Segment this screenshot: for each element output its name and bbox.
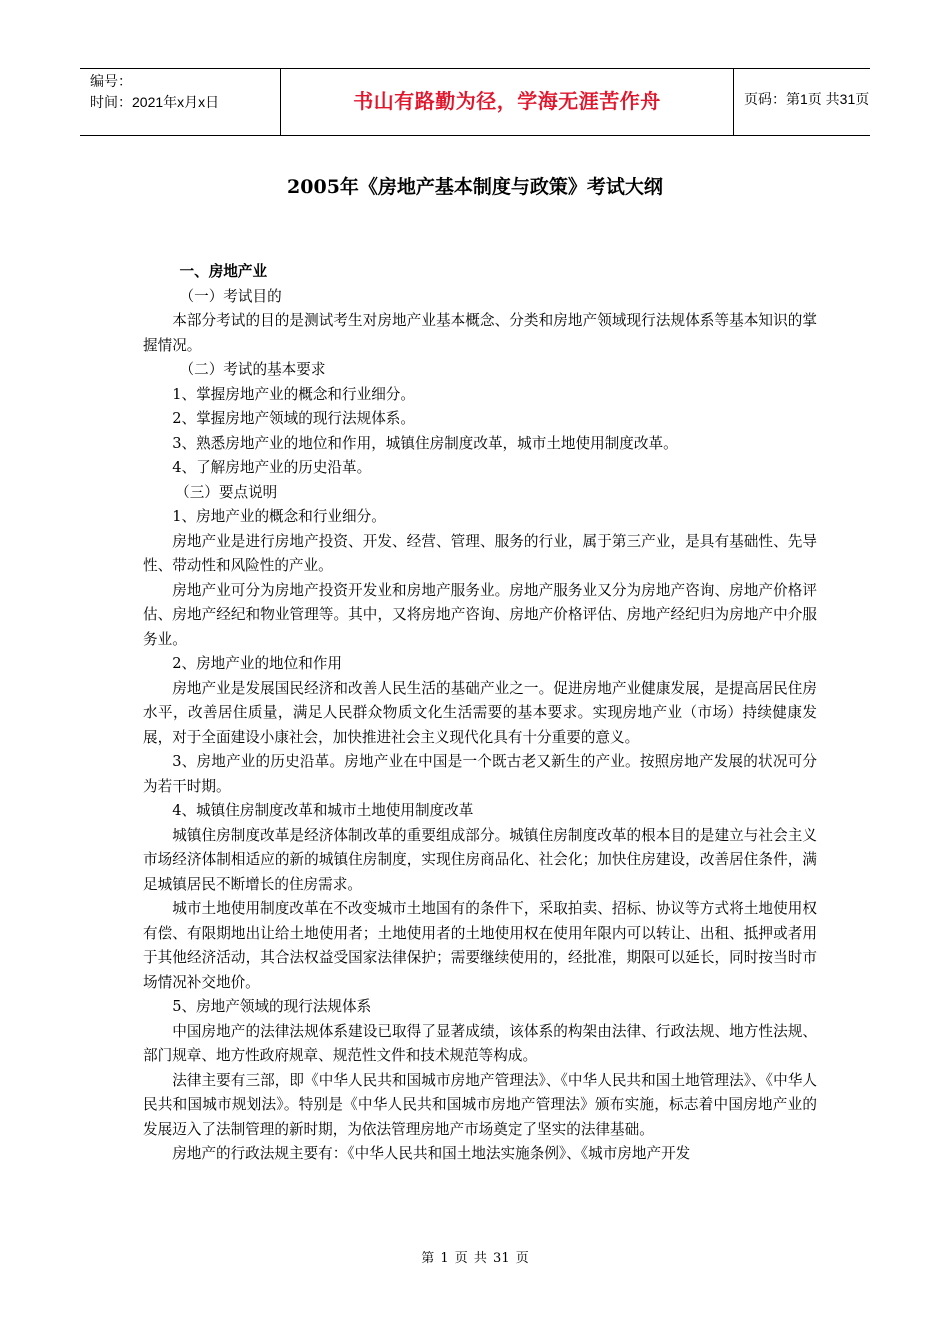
body-paragraph: 城镇住房制度改革是经济体制改革的重要组成部分。城镇住房制度改革的根本目的是建立与社会主义市场经济体制相适应的新的城镇住房制度，实现住房商品化、社会化；加快住房建设，改善居住条件，满足城镇居民不断增长的住房需求。 (143, 826, 817, 893)
page-header (80, 68, 870, 136)
header-page-info: 页码：第1页 共31页 (744, 91, 870, 107)
body-paragraph: 城市土地使用制度改革在不改变城市土地国有的条件下，采取拍卖、招标、协议等方式将土地使用权有偿、有限期地出让给土地使用者；土地使用者的土地使用权在使用年限内可以转让、出租、抵押或者用于其他经济活动，其合法权益受国家法律保护；需要继续使用的，经批准，期限可以延长，同时按当时市场情况补交地价。 (143, 900, 817, 991)
list-item: 4、了解房地产业的历史沿革。 (172, 459, 372, 476)
body-paragraph: 房地产业是发展国民经济和改善人民生活的基础产业之一。促进房地产业健康发展，是提高居民住房水平，改善居住质量，满足人民群众物质文化生活需要的基本要求。实现房地产业（市场）持续健康发展，对于全面建设小康社会，加快推进社会主义现代化具有十分重要的意义。 (143, 679, 817, 746)
body-paragraph: 房地产业可分为房地产投资开发业和房地产服务业。房地产服务业又分为房地产咨询、房地产价格评估、房地产经纪和物业管理等。其中，又将房地产咨询、房地产价格评估、房地产经纪归为房地产中介服务业。 (143, 581, 817, 648)
subsection-heading: （三）要点说明 (175, 483, 278, 501)
subsection-heading: （二）考试的基本要求 (179, 361, 326, 378)
body-paragraph: 房地产业是进行房地产投资、开发、经营、管理、服务的行业，属于第三产业，是具有基础性、先导性、带动性和风险性的产业。 (143, 532, 817, 574)
page-footer: 第 1 页 共 31 页 (421, 1251, 529, 1266)
list-item: 2、掌握房地产领域的现行法规体系。 (172, 410, 415, 427)
point-heading: 2、房地产业的地位和作用 (172, 655, 343, 672)
list-item: 1、掌握房地产业的概念和行业细分。 (172, 385, 415, 403)
point-heading: 5、房地产领域的现行法规体系 (172, 998, 372, 1015)
document-number-label: 编号： (90, 73, 132, 89)
body-paragraph: 房地产的行政法规主要有：《中华人民共和国土地法实施条例》、《城市房地产开发 (172, 1145, 691, 1162)
document-body (143, 260, 817, 1167)
subsection-heading: （一）考试目的 (179, 287, 282, 305)
point-heading: 4、城镇住房制度改革和城市土地使用制度改革 (172, 802, 474, 819)
body-paragraph: 本部分考试的目的是测试考生对房地产业基本概念、分类和房地产领域现行法规体系等基本知识的掌握情况。 (143, 312, 817, 354)
body-paragraph: 法律主要有三部，即《中华人民共和国城市房地产管理法》、《中华人民共和国土地管理法》、《中华人民共和国城市规划法》。特别是《中华人民共和国城市房地产管理法》颁布实施，标志着中国房地产业的发展迈入了法制管理的新时期，为依法管理房地产市场奠定了坚实的法律基础。 (143, 1071, 817, 1138)
header-motto: 书山有路勤为径，学海无涯苦作舟 (280, 69, 734, 135)
body-paragraph: 中国房地产的法律法规体系建设已取得了显著成绩，该体系的构架由法律、行政法规、地方性法规、部门规章、地方性政府规章、规范性文件和技术规范等构成。 (143, 1022, 817, 1064)
document-time-label: 时间：2021年x月x日 (90, 94, 220, 110)
header-meta (80, 69, 280, 135)
section-heading: 一、房地产业 (179, 263, 268, 280)
document-title: 2005年《房地产基本制度与政策》考试大纲 (287, 176, 663, 198)
point-heading: 1、房地产业的概念和行业细分。 (172, 508, 386, 525)
body-paragraph: 3、房地产业的历史沿革。房地产业在中国是一个既古老又新生的产业。按照房地产发展的状况可分为若干时期。 (143, 753, 817, 795)
list-item: 3、熟悉房地产业的地位和作用，城镇住房制度改革，城市土地使用制度改革。 (172, 434, 678, 452)
